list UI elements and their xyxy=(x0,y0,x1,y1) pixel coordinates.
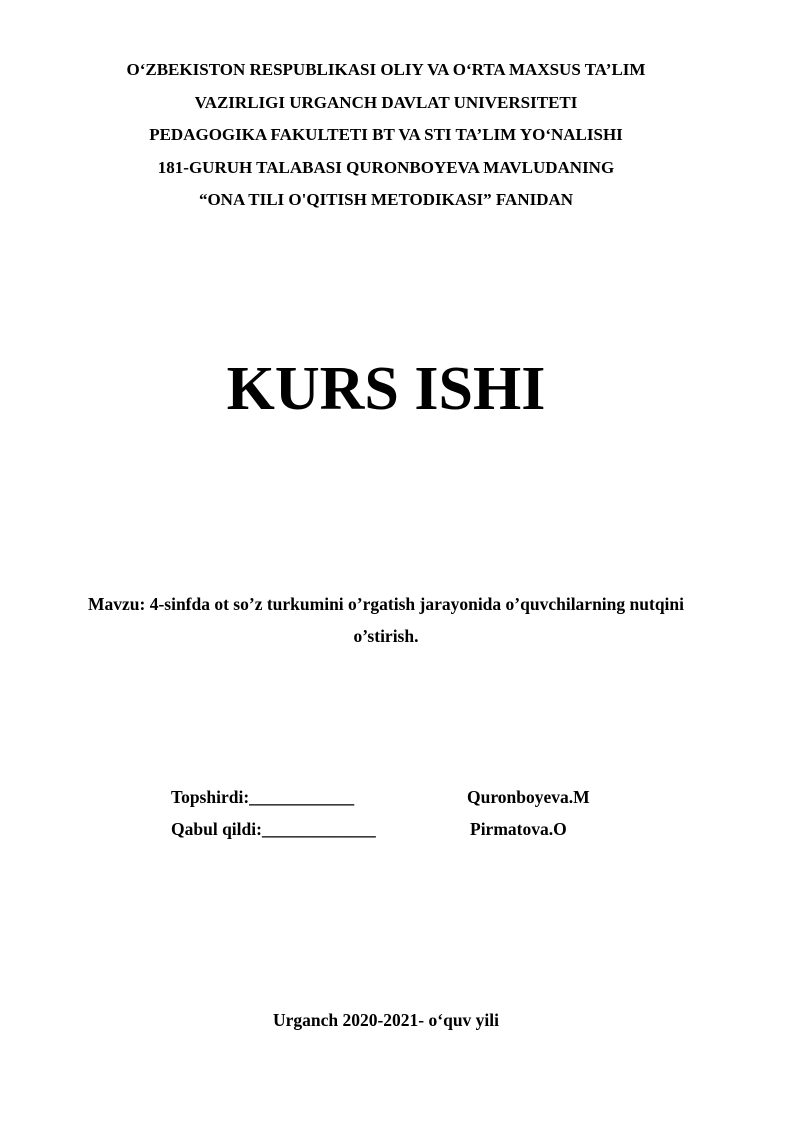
signature-row-submitted xyxy=(171,785,590,809)
header-line-university: VAZIRLIGI URGANCH DAVLAT UNIVERSITETI xyxy=(194,92,578,112)
topic-line-2: o’stirish. xyxy=(353,626,419,646)
header-line-student: 181-GURUH TALABASI QURONBOYEVA MAVLUDANING xyxy=(157,157,615,177)
header-line-faculty: PEDAGOGIKA FAKULTETI BT VA STI TA’LIM YO‘NALISHI xyxy=(149,125,623,144)
document-title: KURS ISHI xyxy=(226,355,546,423)
submitted-label: Topshirdi: xyxy=(171,787,250,807)
topic-block xyxy=(40,588,732,652)
city-year-footer: Urganch 2020-2021- o‘quv yili xyxy=(272,1010,500,1030)
submitted-name: Quronboyeva.M xyxy=(467,787,590,807)
accepted-label: Qabul qildi: xyxy=(171,819,262,839)
accepted-blank-line: _____________ xyxy=(261,819,376,839)
topic-line-1: Mavzu: 4-sinfda ot so’z turkumini o’rgatish jarayonida o’quvchilarning nutqini xyxy=(87,594,685,614)
header-line-ministry: O‘ZBEKISTON RESPUBLIKASI OLIY VA O‘RTA MAXSUS TA’LIM xyxy=(126,60,646,79)
submitted-blank-line: ____________ xyxy=(249,787,355,807)
accepted-name: Pirmatova.O xyxy=(470,819,567,839)
university-header xyxy=(0,54,772,217)
signature-row-accepted xyxy=(171,817,567,841)
header-line-subject: “ONA TILI O'QITISH METODIKASI” FANIDAN xyxy=(198,190,574,209)
